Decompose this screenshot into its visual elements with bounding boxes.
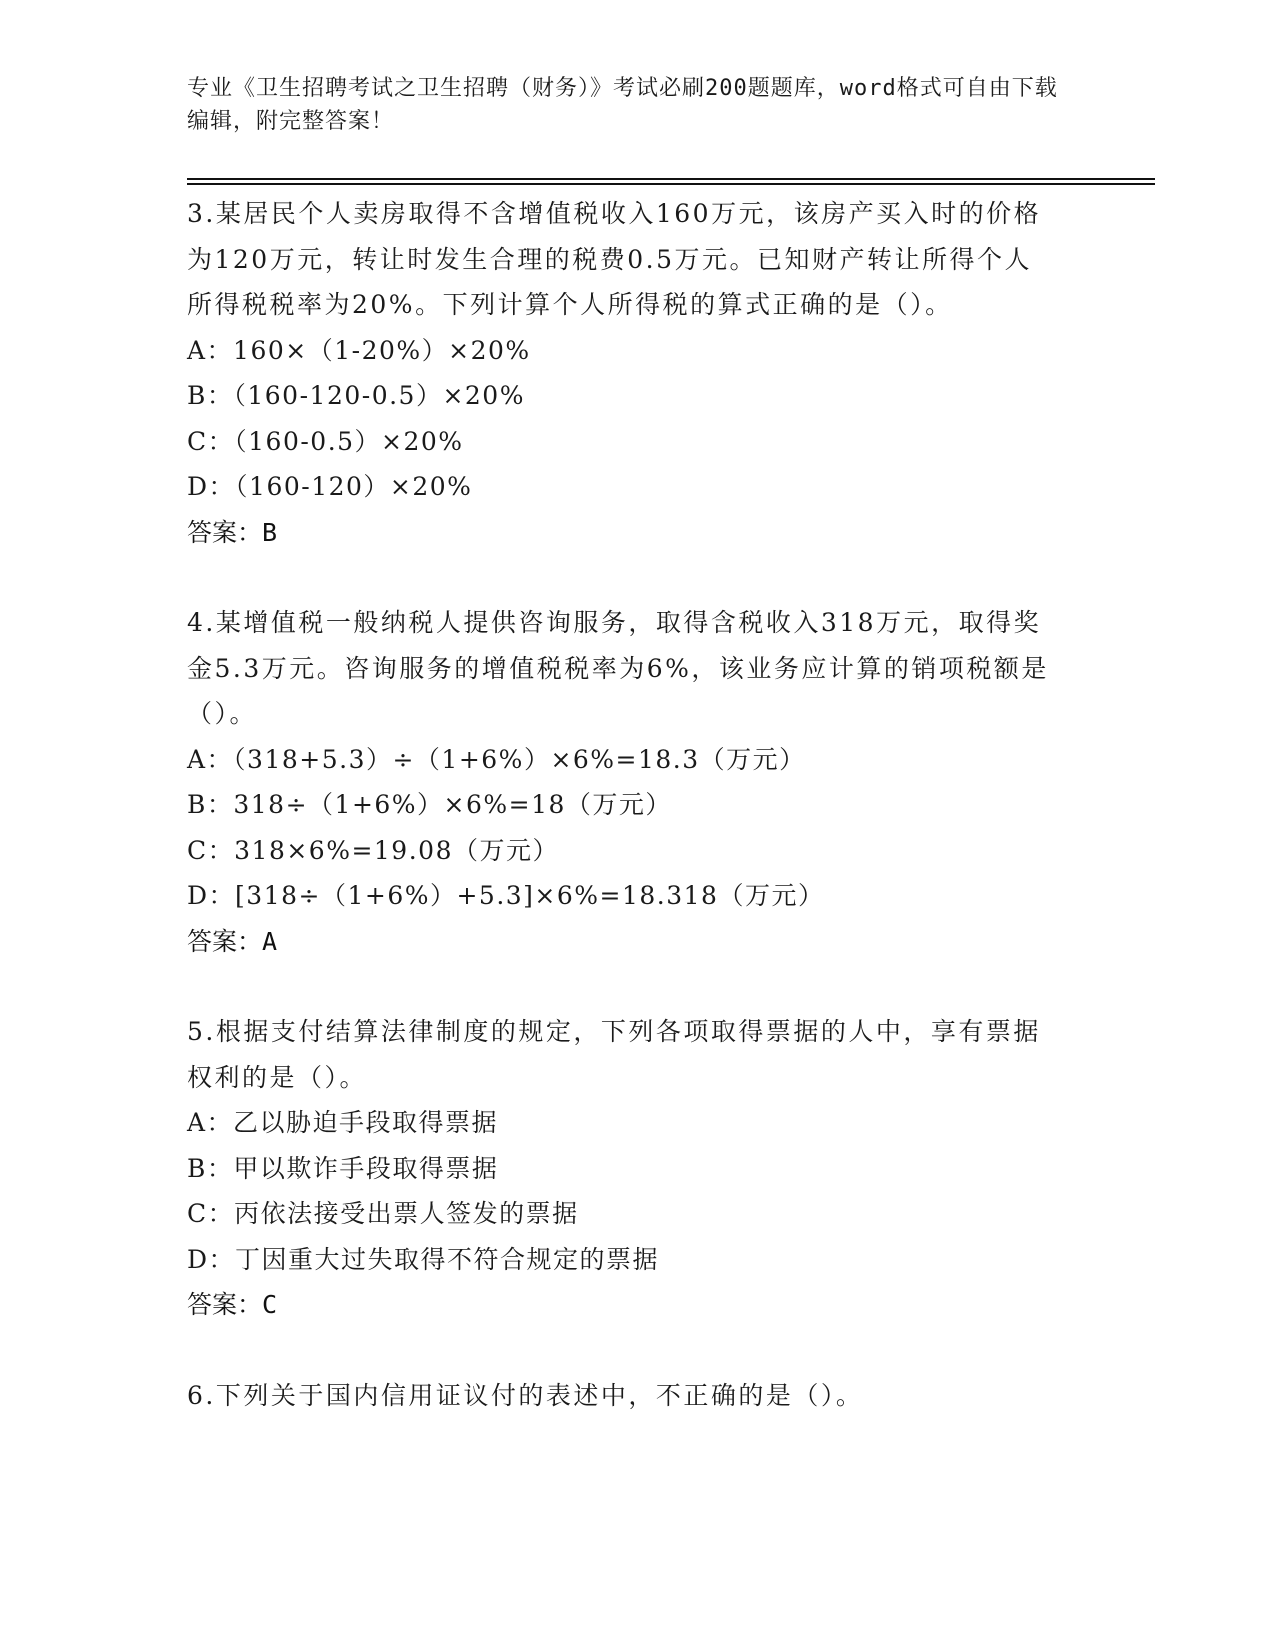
question-text: 5.根据支付结算法律制度的规定，下列各项取得票据的人中，享有票据权利的是（）。: [187, 1017, 1041, 1092]
header-divider-bottom: [187, 183, 1155, 185]
option-c: C：（160-0.5）×20%: [187, 426, 464, 456]
option-d: D：丁因重大过失取得不符合规定的票据: [187, 1244, 660, 1274]
question-6: [187, 1373, 1087, 1419]
option-c: C：丙依法接受出票人签发的票据: [187, 1199, 579, 1228]
question-text: 3.某居民个人卖房取得不含增值税收入160万元，该房产买入时的价格为120万元，转让时发生合理的税费0.5万元。已知财产转让所得个人所得税税率为20%。下列计算个人所得税的算式正确的是（）。: [187, 199, 1042, 319]
question-3: [187, 191, 1087, 555]
question-list: [187, 191, 1087, 1418]
header-divider-top: [187, 178, 1155, 180]
option-b: B：318÷（1+6%）×6%=18（万元）: [187, 790, 672, 819]
answer-line: 答案：C: [187, 1290, 278, 1319]
option-b: B：甲以欺诈手段取得票据: [187, 1153, 499, 1183]
option-a: A：乙以胁迫手段取得票据: [187, 1108, 499, 1137]
option-d: D：[318÷（1+6%）+5.3]×6%=18.318（万元）: [187, 881, 825, 910]
question-text: 4.某增值税一般纳税人提供咨询服务，取得含税收入318万元，取得奖金5.3万元。咨询服务的增值税税率为6%，该业务应计算的销项税额是（）。: [187, 608, 1049, 728]
question-4: [187, 600, 1087, 964]
question-gap: [187, 1328, 1087, 1373]
answer-line: 答案：A: [187, 926, 278, 956]
option-b: B：（160-120-0.5）×20%: [187, 381, 525, 410]
question-5: [187, 1009, 1087, 1328]
option-a: A：160×（1-20%）×20%: [187, 335, 531, 365]
question-gap: [187, 964, 1087, 1009]
document-header: 专业《卫生招聘考试之卫生招聘（财务）》考试必刷200题题库，word格式可自由下载编辑，附完整答案！: [187, 76, 1058, 134]
option-a: A：（318+5.3）÷（1+6%）×6%=18.3（万元）: [187, 744, 806, 774]
question-gap: [187, 555, 1087, 600]
question-text: 6.下列关于国内信用证议付的表述中，不正确的是（）。: [187, 1380, 864, 1410]
option-c: C：318×6%=19.08（万元）: [187, 835, 559, 865]
option-d: D：（160-120）×20%: [187, 472, 473, 501]
answer-line: 答案：B: [187, 517, 278, 547]
